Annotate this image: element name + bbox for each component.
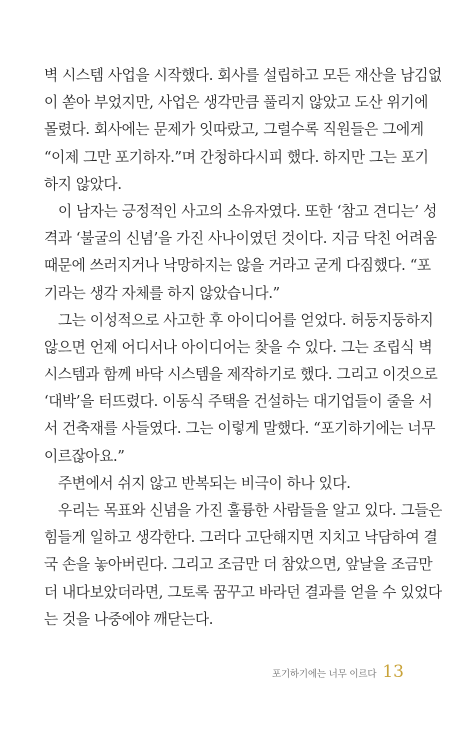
text-line: 몰렸다. 회사에는 문제가 잇따랐고, 그럴수록 직원들은 그에게 (44, 121, 424, 139)
text-line: 때문에 쓰러지거나 낙망하지는 않을 거라고 굳게 다짐했다. “포 (44, 257, 431, 275)
text-line: 않으면 언제 어디서나 아이디어는 찾을 수 있다. 그는 조립식 벽 (44, 338, 433, 356)
page-number: 13 (382, 662, 404, 682)
text-line: 시스템과 함께 바닥 시스템을 제작하기로 했다. 그리고 이것으로 (44, 366, 438, 384)
text-line: 우리는 목표와 신념을 가진 훌륭한 사람들을 알고 있다. 그들은 (58, 502, 442, 519)
text-line: 하지 않았다. (44, 175, 122, 193)
text-line: 서 건축재를 사들였다. 그는 이렇게 말했다. “포기하기에는 너무 (44, 420, 436, 438)
text-line: 벽 시스템 사업을 시작했다. 회사를 설립하고 모든 재산을 남김없 (44, 67, 442, 84)
text-line: 더 내다보았더라면, 그토록 꿈꾸고 바라던 결과를 얻을 수 있었다 (44, 583, 442, 601)
text-line: “이제 그만 포기하자.”며 간청하다시피 했다. 하지만 그는 포기 (44, 148, 429, 166)
text-line: 격과 ‘불굴의 신념’을 가진 사나이였던 것이다. 지금 닥친 어려움 (44, 230, 437, 248)
text-line: 이 남자는 긍정적인 사고의 소유자였다. 또한 ‘참고 견디는’ 성 (58, 202, 437, 220)
text-line: 주변에서 쉬지 않고 반복되는 비극이 하나 있다. (58, 474, 351, 492)
text-line: 힘들게 일하고 생각한다. 그러다 고단해지면 지치고 낙담하여 결 (44, 529, 438, 547)
running-title: 포기하기에는 너무 이르다 (271, 669, 377, 680)
page-body (44, 62, 442, 633)
page-footer (272, 662, 404, 682)
text-line: 이르잖아요.” (44, 447, 125, 465)
text-line: 는 것을 나중에야 깨닫는다. (44, 610, 214, 628)
text-line: 그는 이성적으로 사고한 후 아이디어를 얻었다. 허둥지둥하지 (58, 311, 434, 329)
text-line: 이 쏟아 부었지만, 사업은 생각만큼 풀리지 않았고 도산 위기에 (44, 94, 428, 112)
text-line: 기라는 생각 자체를 하지 않았습니다.” (44, 284, 280, 302)
text-line: ‘대박’을 터뜨렸다. 이동식 주택을 건설하는 대기업들이 줄을 서 (44, 393, 433, 411)
text-line: 국 손을 놓아버린다. 그리고 조금만 더 참았으면, 앞날을 조금만 (44, 556, 433, 574)
